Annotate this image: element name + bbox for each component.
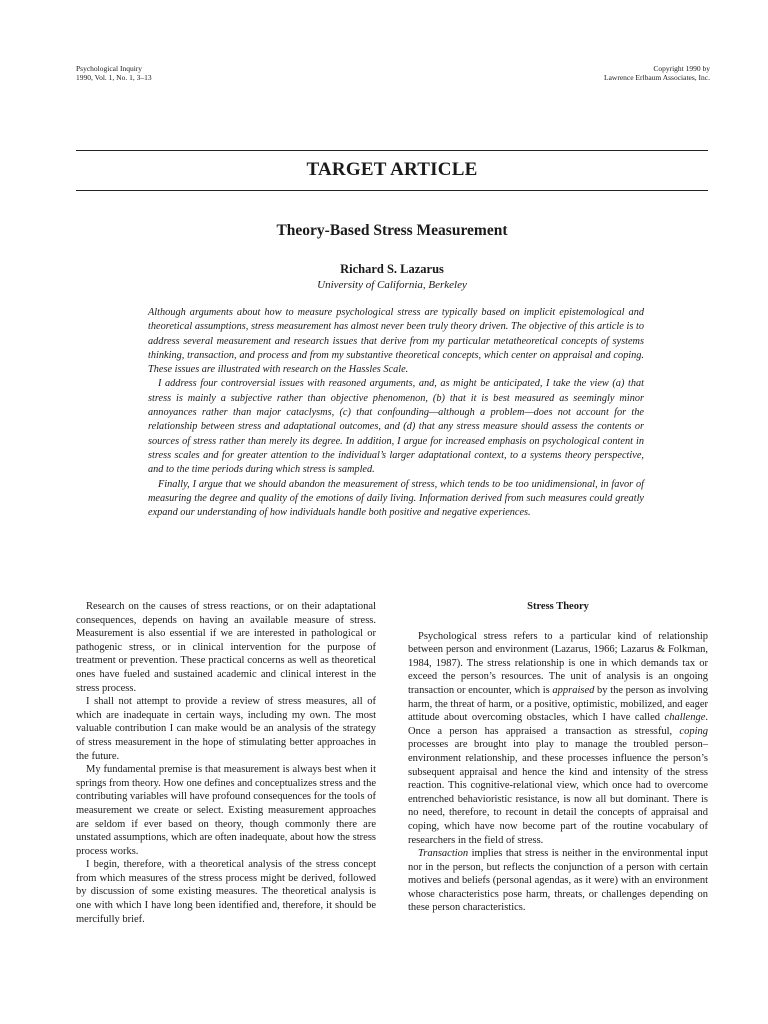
body-paragraph: I begin, therefore, with a theoretical analysis of the stress concept from which measures of the stress process might be derived, followed by discussion of some existing measures. The theoretical analysis is one with which I have long been identified and, therefore, it should be mercifully brief. xyxy=(76,859,376,925)
masthead-copyright xyxy=(604,64,710,82)
section-label: TARGET ARTICLE xyxy=(306,159,478,180)
abstract xyxy=(148,306,644,520)
text-run: Psychological stress refers to a particular kind of relationship between person and environment (Lazarus, 1966; Lazarus & Folkman, 1984, 1987). The stress relationship is one in which demands tax or exceed the person’s resources. The unit of analysis is an ongoing transaction or encounter, which is xyxy=(408,630,708,696)
abstract-paragraph: I address four controversial issues with reasoned arguments, and, as might be anticipated, I take the view (a) that stress is mainly a subjective rather than objective phenomenon, (b) that it is best measured as seemingly minor annoyances rather than major cataclysms, (c) that confounding—although a problem—does not account for the relationship between stress and adaptational outcomes, and (d) that any stress measure should assess the contents or sources of stress rather than merely its degree. In addition, I argue for increased emphasis on psychological content in stress scales and for greater attention to the individual’s larger adaptational context, to a systems theory perspective, and to the time periods during which stress is sampled. xyxy=(148,378,644,476)
abstract-paragraph: Although arguments about how to measure psychological stress are typically based on implicit epistemological and theoretical assumptions, stress measurement has almost never been truly theory driven. The objective of this article is to address several measurement and research issues that derive from my particular metatheoretical concepts of systems thinking, transaction, and process and from my substantive theoretical concepts, which center on appraisal and coping. These issues are illustrated with research on the Hassles Scale. xyxy=(148,307,644,376)
body-paragraph: I shall not attempt to provide a review of stress measures, all of which are inadequate in certain ways, including my own. The most valuable contribution I can make would be an analysis of the strategy of stress measurement in the hope of stimulating better approaches in the future. xyxy=(76,696,376,762)
author-name: Richard S. Lazarus xyxy=(340,262,444,276)
section-heading: Stress Theory xyxy=(527,601,589,612)
publisher-line: Lawrence Erlbaum Associates, Inc. xyxy=(604,73,710,82)
left-column xyxy=(76,600,376,926)
author-affiliation: University of California, Berkeley xyxy=(317,279,467,291)
body-paragraph xyxy=(408,630,708,848)
text-run: by the person as involving harm, the threat of harm, or a positive, optimistic, mobilized, and eager attitude about overcoming obstacles, which I have called xyxy=(408,684,708,724)
top-rule xyxy=(76,150,708,151)
emphasis-appraised: appraised xyxy=(552,684,595,696)
text-run: implies that stress is neither in the environmental input nor in the person, but reflects the conjunction of a person with certain motives and beliefs (personal agendas, as it were) with an environment whose characteristics pose harm, threats, or challenges depending on these person characteristics. xyxy=(408,848,708,914)
article-title: Theory-Based Stress Measurement xyxy=(276,222,508,239)
abstract-paragraph: Finally, I argue that we should abandon the measurement of stress, which tends to be too unidimensional, in favor of measuring the degree and quality of the emotions of daily living. Information derived from such measures could greatly expand our understanding of how individuals handle both positive and negative experiences. xyxy=(148,478,644,519)
journal-volume: 1990, Vol. 1, No. 1, 3–13 xyxy=(76,73,152,82)
masthead-journal-info xyxy=(76,64,152,82)
emphasis-challenge: challenge xyxy=(664,712,706,724)
body-paragraph: Research on the causes of stress reactions, or on their adaptational consequences, depends on having an available measure of stress. Measurement is also essential if we are interested in pathological or pathogenic stress, or in clinical intervention for the purpose of treatment or prevention. These practical concerns as well as theoretical ones have fueled and sustained academic and clinical interest in the stress process. xyxy=(76,601,376,694)
emphasis-coping: coping xyxy=(679,725,708,737)
right-column xyxy=(408,600,708,915)
body-paragraph xyxy=(408,847,708,915)
text-run: processes are brought into play to manage the troubled person–environment relationship, and these processes influence the person’s subsequent appraisal and hence the kind and intensity of the stress reaction. This cognitive-relational view, which once had to overcome entrenched behavioristic resistance, is now all but dominant. There is no need, therefore, to recount in detail the concepts of appraisal and coping, which have now become part of the routine vocabulary of researchers in the field of stress. xyxy=(408,739,708,846)
bottom-rule xyxy=(76,190,708,191)
text-run: . Once a person has appraised a transaction as stressful, xyxy=(408,712,708,737)
emphasis-transaction: Transaction xyxy=(418,848,469,860)
copyright-line: Copyright 1990 by xyxy=(653,64,710,73)
journal-name: Psychological Inquiry xyxy=(76,64,143,73)
body-paragraph: My fundamental premise is that measurement is always best when it springs from theory. How one defines and conceptualizes stress and the contributing variables will have profound consequences for the tools of measurement we create or select. Existing measurement approaches are seldom if ever based on theory, though commonly there are unstated assumptions, which are often inadequate, about how the stress process works. xyxy=(76,764,376,857)
